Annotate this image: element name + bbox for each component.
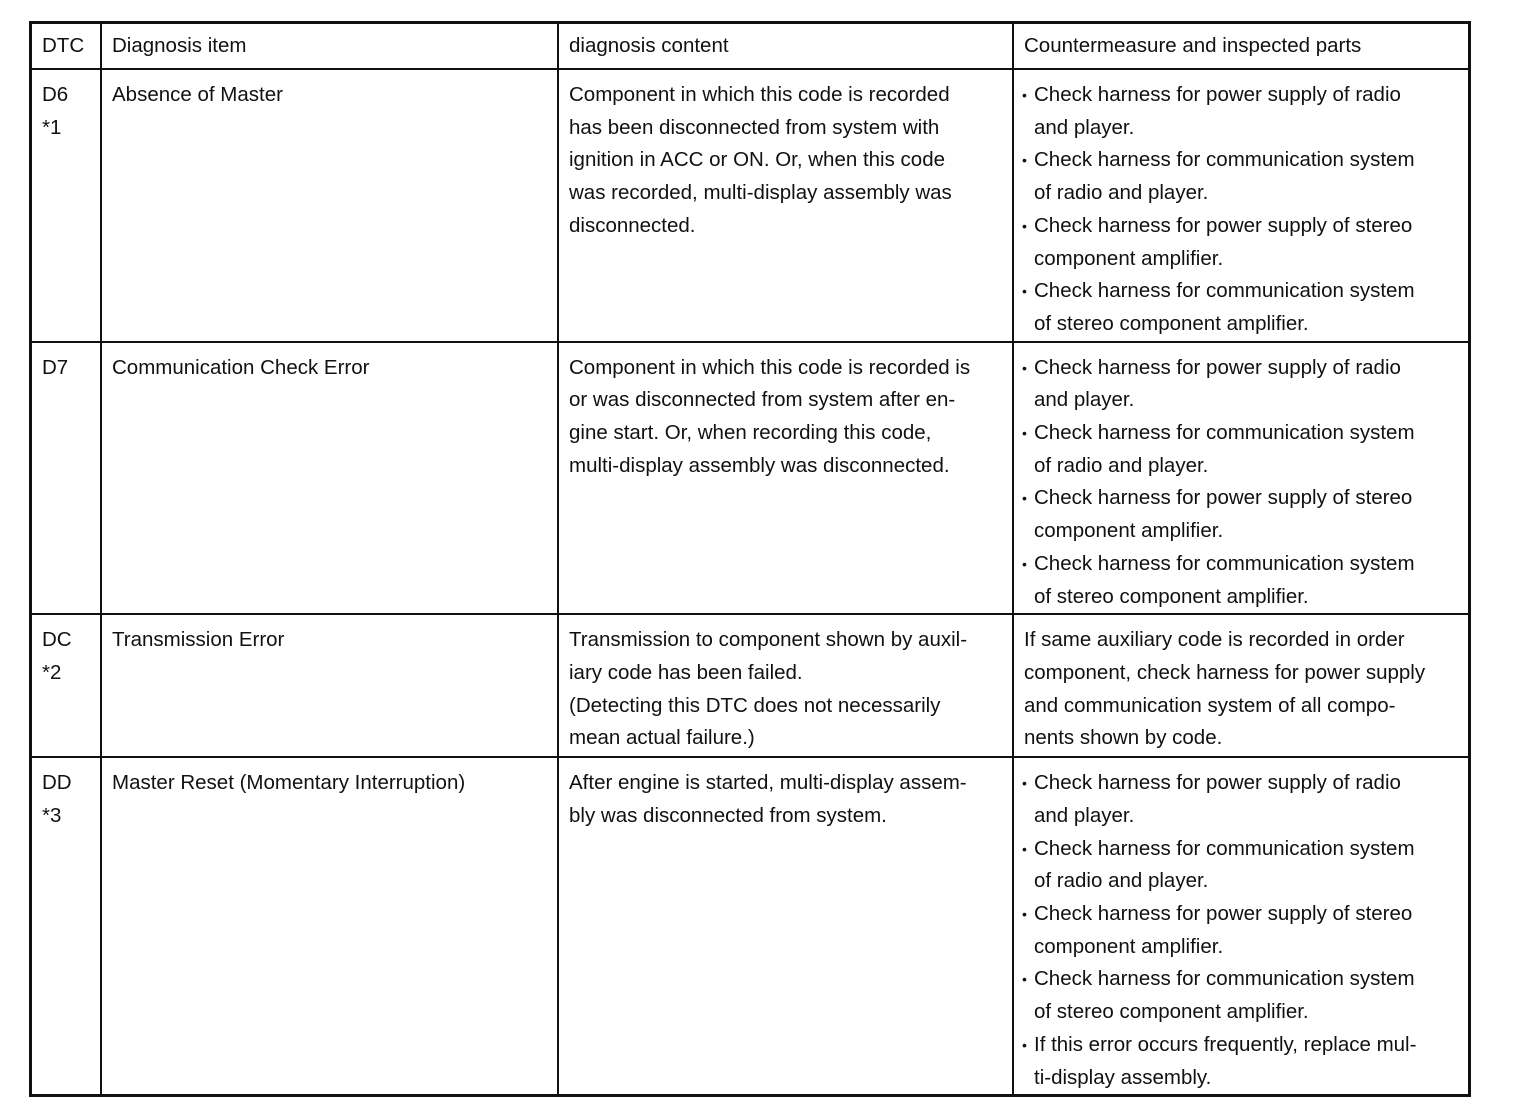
dtc-code-line: *1 <box>42 115 62 139</box>
dtc-code-line: D7 <box>42 355 69 379</box>
content-line: iary code has been failed. <box>569 660 803 684</box>
header-row <box>31 23 1470 70</box>
bullet-text-line: Check harness for communication system <box>1034 421 1415 445</box>
bullet-text-line: and player. <box>1034 803 1135 827</box>
bullet-text-line: Check harness for communication system <box>1034 551 1415 575</box>
diagnosis-content-cell <box>558 342 1013 615</box>
bullet-text-line: ti-display assembly. <box>1034 1065 1212 1089</box>
bullet-text-line: Check harness for communication system <box>1034 148 1415 172</box>
table-row <box>31 614 1470 757</box>
diagnosis-item: Communication Check Error <box>112 355 370 379</box>
bullet-icon: • <box>1022 283 1027 300</box>
bullet-text-line: and player. <box>1034 388 1135 412</box>
countermeasure-bullet <box>1022 898 1468 963</box>
dtc-code-line: *2 <box>42 660 62 684</box>
table-row <box>31 342 1470 615</box>
bullet-icon: • <box>1022 425 1027 442</box>
header-dtc: DTC <box>31 23 102 70</box>
content-line: After engine is started, multi-display assem- <box>569 771 967 795</box>
content-line: multi-display assembly was disconnected. <box>569 453 950 477</box>
header-countermeasure: Countermeasure and inspected parts <box>1013 23 1470 70</box>
countermeasure-line: and communication system of all compo- <box>1024 693 1396 717</box>
bullet-text-line: component amplifier. <box>1034 519 1224 543</box>
countermeasure-bullet <box>1022 352 1468 417</box>
diagnosis-content-cell <box>558 757 1013 1096</box>
bullet-icon: • <box>1022 490 1027 507</box>
bullet-text-line: Check harness for power supply of radio <box>1034 83 1401 106</box>
content-line: ignition in ACC or ON. Or, when this code <box>569 148 946 172</box>
bullet-icon: • <box>1022 906 1027 923</box>
bullet-icon: • <box>1022 840 1027 857</box>
dtc-code-line: *3 <box>42 803 62 827</box>
bullet-icon: • <box>1022 152 1027 169</box>
diagnosis-item: Transmission Error <box>112 628 285 652</box>
diagnosis-item-cell <box>101 614 558 757</box>
bullet-text-line: and player. <box>1034 115 1135 139</box>
bullet-text-line: Check harness for communication system <box>1034 836 1415 860</box>
bullet-text-line: of radio and player. <box>1034 181 1209 205</box>
content-line: Component in which this code is recorded is <box>569 355 971 379</box>
bullet-text-line: Check harness for power supply of stereo <box>1034 486 1413 510</box>
countermeasure-line: nents shown by code. <box>1024 726 1223 750</box>
bullet-text-line: of stereo component amplifier. <box>1034 1000 1309 1024</box>
diagnosis-item-cell <box>101 757 558 1096</box>
header-diagnosis-item: Diagnosis item <box>101 23 558 70</box>
countermeasure-cell <box>1013 757 1470 1096</box>
dtc-cell <box>31 757 102 1096</box>
content-line: disconnected. <box>569 213 696 237</box>
bullet-icon: • <box>1022 971 1027 988</box>
countermeasure-bullet <box>1022 417 1468 482</box>
content-line: (Detecting this DTC does not necessarily <box>569 693 941 717</box>
bullet-icon: • <box>1022 359 1027 376</box>
countermeasure-bullet <box>1022 963 1468 1028</box>
countermeasure-bullet <box>1022 275 1468 340</box>
bullet-text-line: of stereo component amplifier. <box>1034 311 1309 335</box>
bullet-text-line: Check harness for communication system <box>1034 967 1415 991</box>
dtc-code-line: D6 <box>42 83 69 106</box>
diagnosis-item: Master Reset (Momentary Interruption) <box>112 771 466 795</box>
diagnosis-item-cell <box>101 69 558 342</box>
content-line: gine start. Or, when recording this code, <box>569 421 932 445</box>
table-row <box>31 69 1470 342</box>
countermeasure-bullet <box>1022 79 1468 144</box>
bullet-text-line: Check harness for communication system <box>1034 279 1415 303</box>
bullet-icon: • <box>1022 217 1027 234</box>
header-diagnosis-content: diagnosis content <box>558 23 1013 70</box>
bullet-text-line: Check harness for power supply of radio <box>1034 771 1401 795</box>
bullet-icon: • <box>1022 1036 1027 1053</box>
dtc-code-line: DD <box>42 771 72 795</box>
bullet-icon: • <box>1022 87 1027 103</box>
bullet-icon: • <box>1022 555 1027 572</box>
countermeasure-bullet <box>1022 1029 1468 1094</box>
countermeasure-bullet <box>1022 210 1468 275</box>
content-line: Component in which this code is recorded <box>569 83 950 106</box>
diagnosis-item-cell <box>101 342 558 615</box>
dtc-cell <box>31 69 102 342</box>
bullet-text-line: component amplifier. <box>1034 246 1224 270</box>
bullet-text-line: component amplifier. <box>1034 934 1224 958</box>
table-row <box>31 757 1470 1096</box>
bullet-icon: • <box>1022 775 1027 792</box>
bullet-text-line: Check harness for power supply of radio <box>1034 355 1401 379</box>
content-line: or was disconnected from system after en- <box>569 388 956 412</box>
diagnosis-item: Absence of Master <box>112 83 283 106</box>
content-line: bly was disconnected from system. <box>569 803 887 827</box>
countermeasure-bullet <box>1022 548 1468 613</box>
countermeasure-cell <box>1013 69 1470 342</box>
content-line: has been disconnected from system with <box>569 115 940 139</box>
dtc-table <box>29 21 1471 1097</box>
dtc-code-line: DC <box>42 628 72 652</box>
countermeasure-line: component, check harness for power supply <box>1024 660 1426 684</box>
countermeasure-line: If same auxiliary code is recorded in order <box>1024 628 1405 652</box>
countermeasure-bullet <box>1022 482 1468 547</box>
dtc-cell <box>31 614 102 757</box>
countermeasure-bullet <box>1022 833 1468 898</box>
bullet-text-line: of stereo component amplifier. <box>1034 584 1309 608</box>
countermeasure-cell <box>1013 614 1470 757</box>
countermeasure-cell <box>1013 342 1470 615</box>
bullet-text-line: of radio and player. <box>1034 869 1209 893</box>
bullet-text-line: Check harness for power supply of stereo <box>1034 902 1413 926</box>
countermeasure-bullet <box>1022 767 1468 832</box>
countermeasure-bullet <box>1022 144 1468 209</box>
dtc-cell <box>31 342 102 615</box>
content-line: Transmission to component shown by auxil- <box>569 628 968 652</box>
content-line: mean actual failure.) <box>569 726 755 750</box>
diagnosis-content-cell <box>558 69 1013 342</box>
content-line: was recorded, multi-display assembly was <box>569 181 952 205</box>
bullet-text-line: Check harness for power supply of stereo <box>1034 213 1413 237</box>
bullet-text-line: If this error occurs frequently, replace mul- <box>1034 1032 1417 1056</box>
bullet-text-line: of radio and player. <box>1034 453 1209 477</box>
diagnosis-content-cell <box>558 614 1013 757</box>
